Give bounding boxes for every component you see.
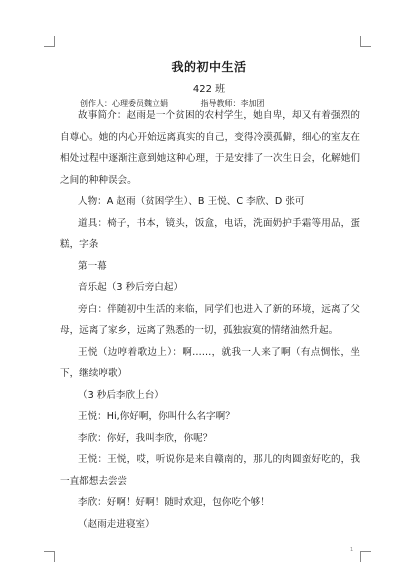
stage-direction: （赵雨走进寝室） <box>78 518 155 530</box>
crop-mark-bottom-left <box>44 551 55 562</box>
stage-direction: （3 秒后李欣上台） <box>78 389 164 401</box>
advisor-credit: 指导教师：李加团 <box>200 99 265 108</box>
dialogue-line: 王悦（边哼着歌边上）：啊……，就我一人来了啊（有点惆怅，坐下，继续哼歌） <box>60 346 360 379</box>
stage-direction-music: 音乐起（3 秒后旁白起） <box>78 282 184 293</box>
dialogue-line: 王悦：王悦，哎，听说你是来自赣南的，那儿的肉圆蛮好吃的，我一直都想去尝尝 <box>60 454 360 487</box>
dialogue-line: 李欣：好啊！好啊！随时欢迎，包你吃个够！ <box>78 497 270 508</box>
characters-line: 人物：A 赵雨（贫困学生）、B 王悦、C 李欣、D 张可 <box>78 196 305 207</box>
narration-paragraph: 旁白：伴随初中生活的来临，同学们也进入了新的环境，远离了父母，远离了家乡，远离了熟悉的一切，孤独寂寞的情绪油然升起。 <box>60 303 360 336</box>
crop-mark-top-left <box>44 36 55 47</box>
page-number: 1 <box>350 547 354 553</box>
props-paragraph: 道具：椅子，书本，镜头，饭盒，电话，洗面奶护手霜等用品，蛋糕，字条 <box>60 217 360 250</box>
class-number: 422 班 <box>192 84 226 95</box>
act-heading: 第一幕 <box>78 260 107 272</box>
document-body <box>60 105 360 535</box>
document-title: 我的初中生活 <box>171 60 247 74</box>
dialogue-line: 王悦：Hi,你好啊，你叫什么名字啊？ <box>78 411 235 422</box>
dialogue-line: 李欣：你好，我叫李欣，你呢？ <box>78 432 213 444</box>
crop-mark-bottom-right <box>360 551 371 562</box>
synopsis-paragraph: 故事简介：赵雨是一个贫困的农村学生，她自卑，却又有着强烈的自尊心。她的内心开始远离真实的自己，变得冷漠孤僻，细心的室友在相处过程中逐渐注意到她这种心理，于是安排了一次生日会，化解她们之间的种种误会。 <box>60 110 360 186</box>
crop-mark-top-right <box>360 36 371 47</box>
author-credit: 创作人：心理委员魏立娟 <box>80 99 168 108</box>
